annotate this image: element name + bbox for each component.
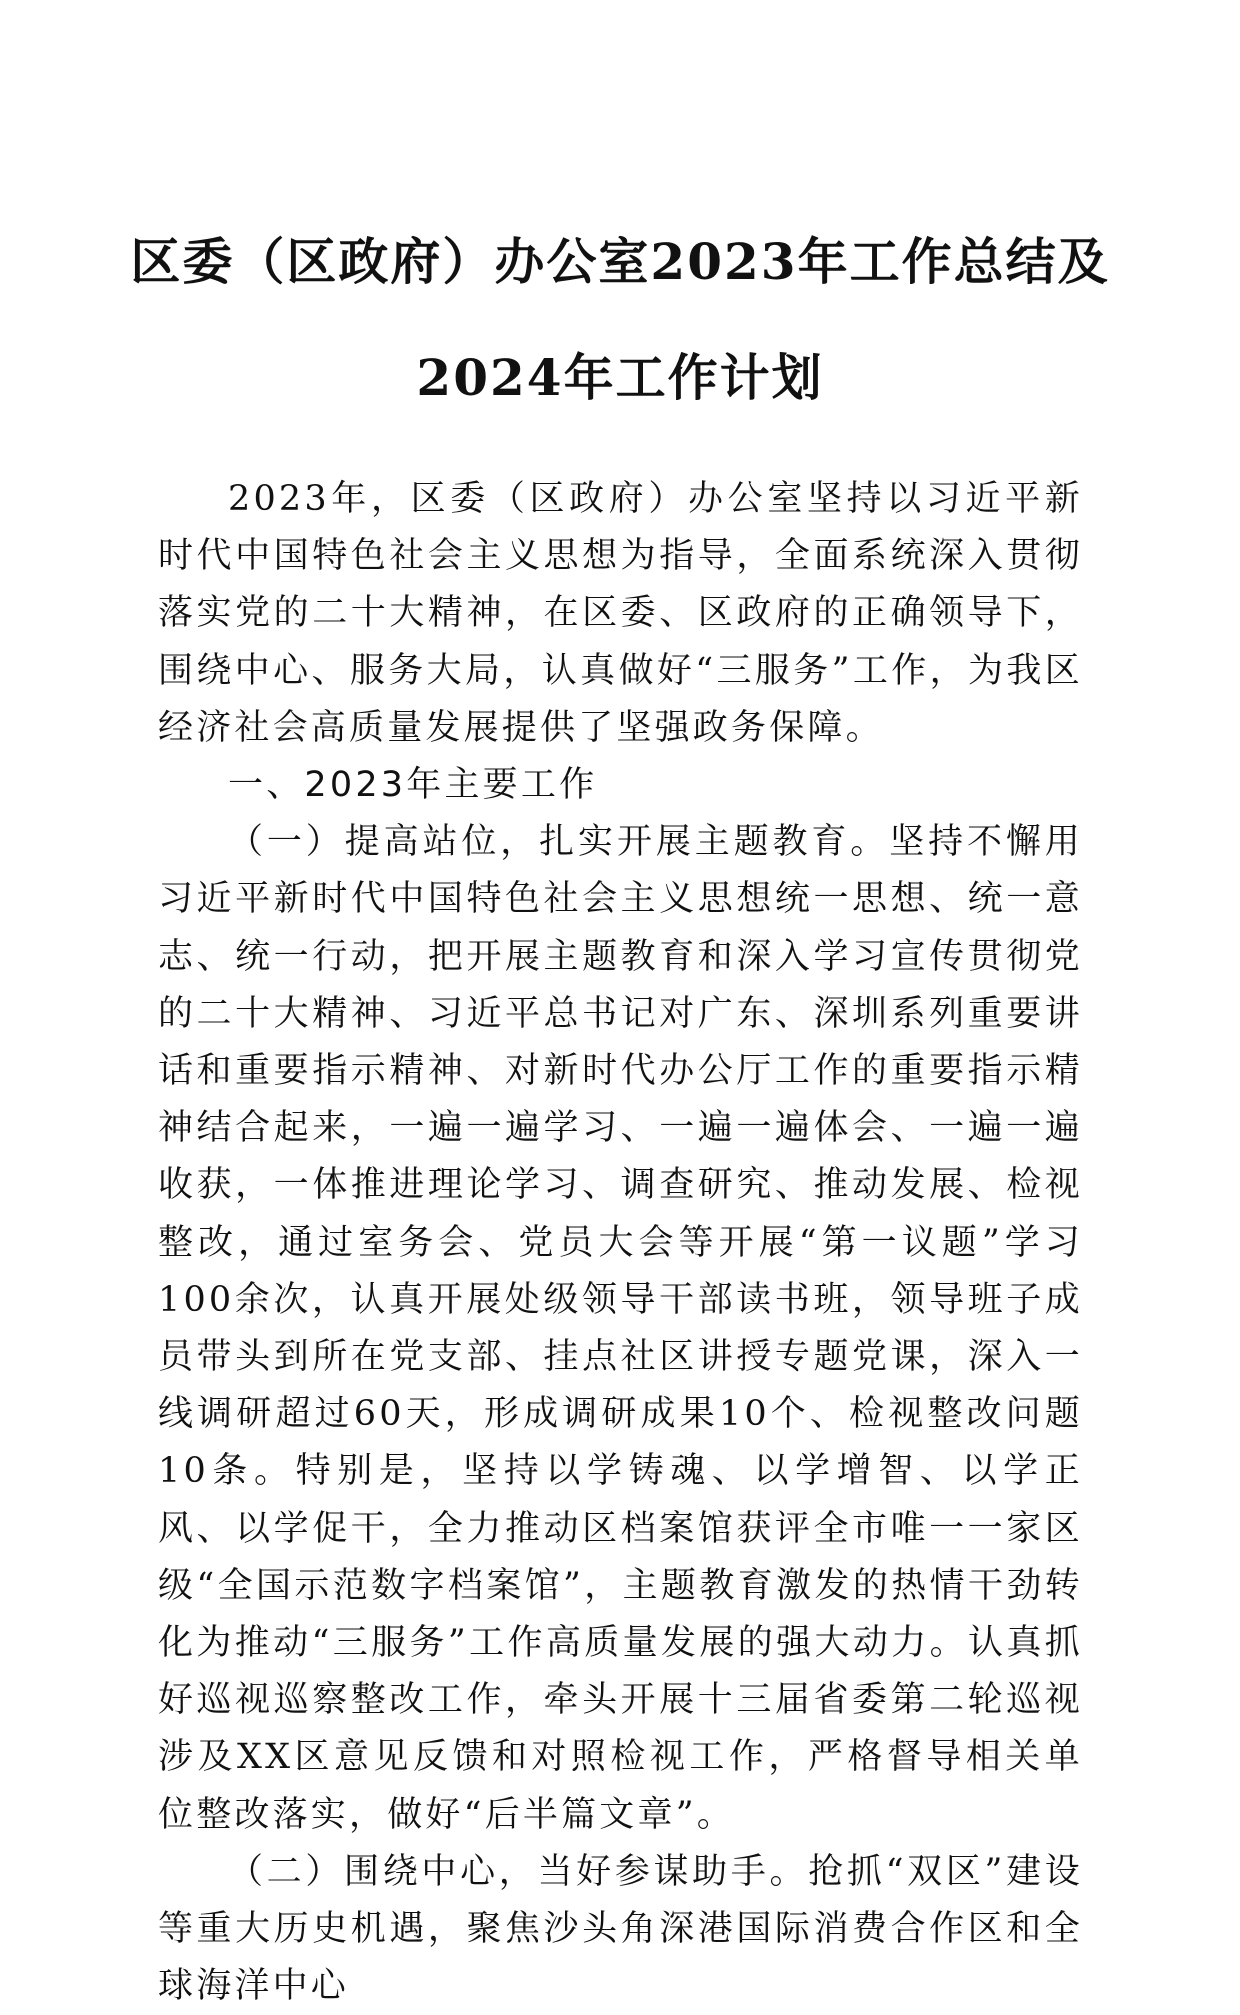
item-1-lead: （一）提高站位，扎实开展主题教育。 [228, 822, 890, 863]
document-body [158, 471, 1083, 2015]
document-title-line-1: 区委（区政府）办公室2023年工作总结及 [130, 232, 1110, 291]
item-1-text: 坚持不懈用习近平新时代中国特色社会主义思想统一思想、统一意志、统一行动，把开展主题教育和深入学习宣传贯彻党的二十大精神、习近平总书记对广东、深圳系列重要讲话和重要指示精神、对新时代办公厅工作的重要指示精神结合起来，一遍一遍学习、一遍一遍体会、一遍一遍收获，一体推进理论学习、调查研究、推动发展、检视整改，通过室务会、党员大会等开展“第一议题”学习100余次，认真开展处级领导干部读书班，领导班子成员带头到所在党支部、挂点社区讲授专题党课，深入一线调研超过60天，形成调研成果10个、检视整改问题10条。特别是，坚持以学铸魂、以学增智、以学正风、以学促干，全力推动区档案馆获评全市唯一一家区级“全国示范数字档案馆”，主题教育激发的热情干劲转化为推动“三服务”工作高质量发展的强大动力。认真抓好巡视巡察整改工作，牵头开展十三届省委第二轮巡视涉及XX区意见反馈和对照检视工作，严格督导相关单位整改落实，做好“后半篇文章”。 [158, 822, 1083, 1835]
document-title-line-2: 2024年工作计划 [416, 348, 824, 407]
item-2-text: 抢抓“双区”建设等重大历史机遇，聚焦沙头角深港国际消费合作区和全球海洋中心 [158, 1851, 1083, 2007]
section-heading: 一、2023年主要工作 [228, 765, 598, 806]
item-1-paragraph [158, 814, 1083, 1844]
intro-paragraph: 2023年，区委（区政府）办公室坚持以习近平新时代中国特色社会主义思想为指导，全面系统深入贯彻落实党的二十大精神，在区委、区政府的正确领导下，围绕中心、服务大局，认真做好“三服务”工作，为我区经济社会高质量发展提供了坚强政务保障。 [158, 479, 1083, 748]
item-2-paragraph [158, 1844, 1083, 2015]
item-2-lead: （二）围绕中心，当好参谋助手。 [228, 1851, 809, 1892]
